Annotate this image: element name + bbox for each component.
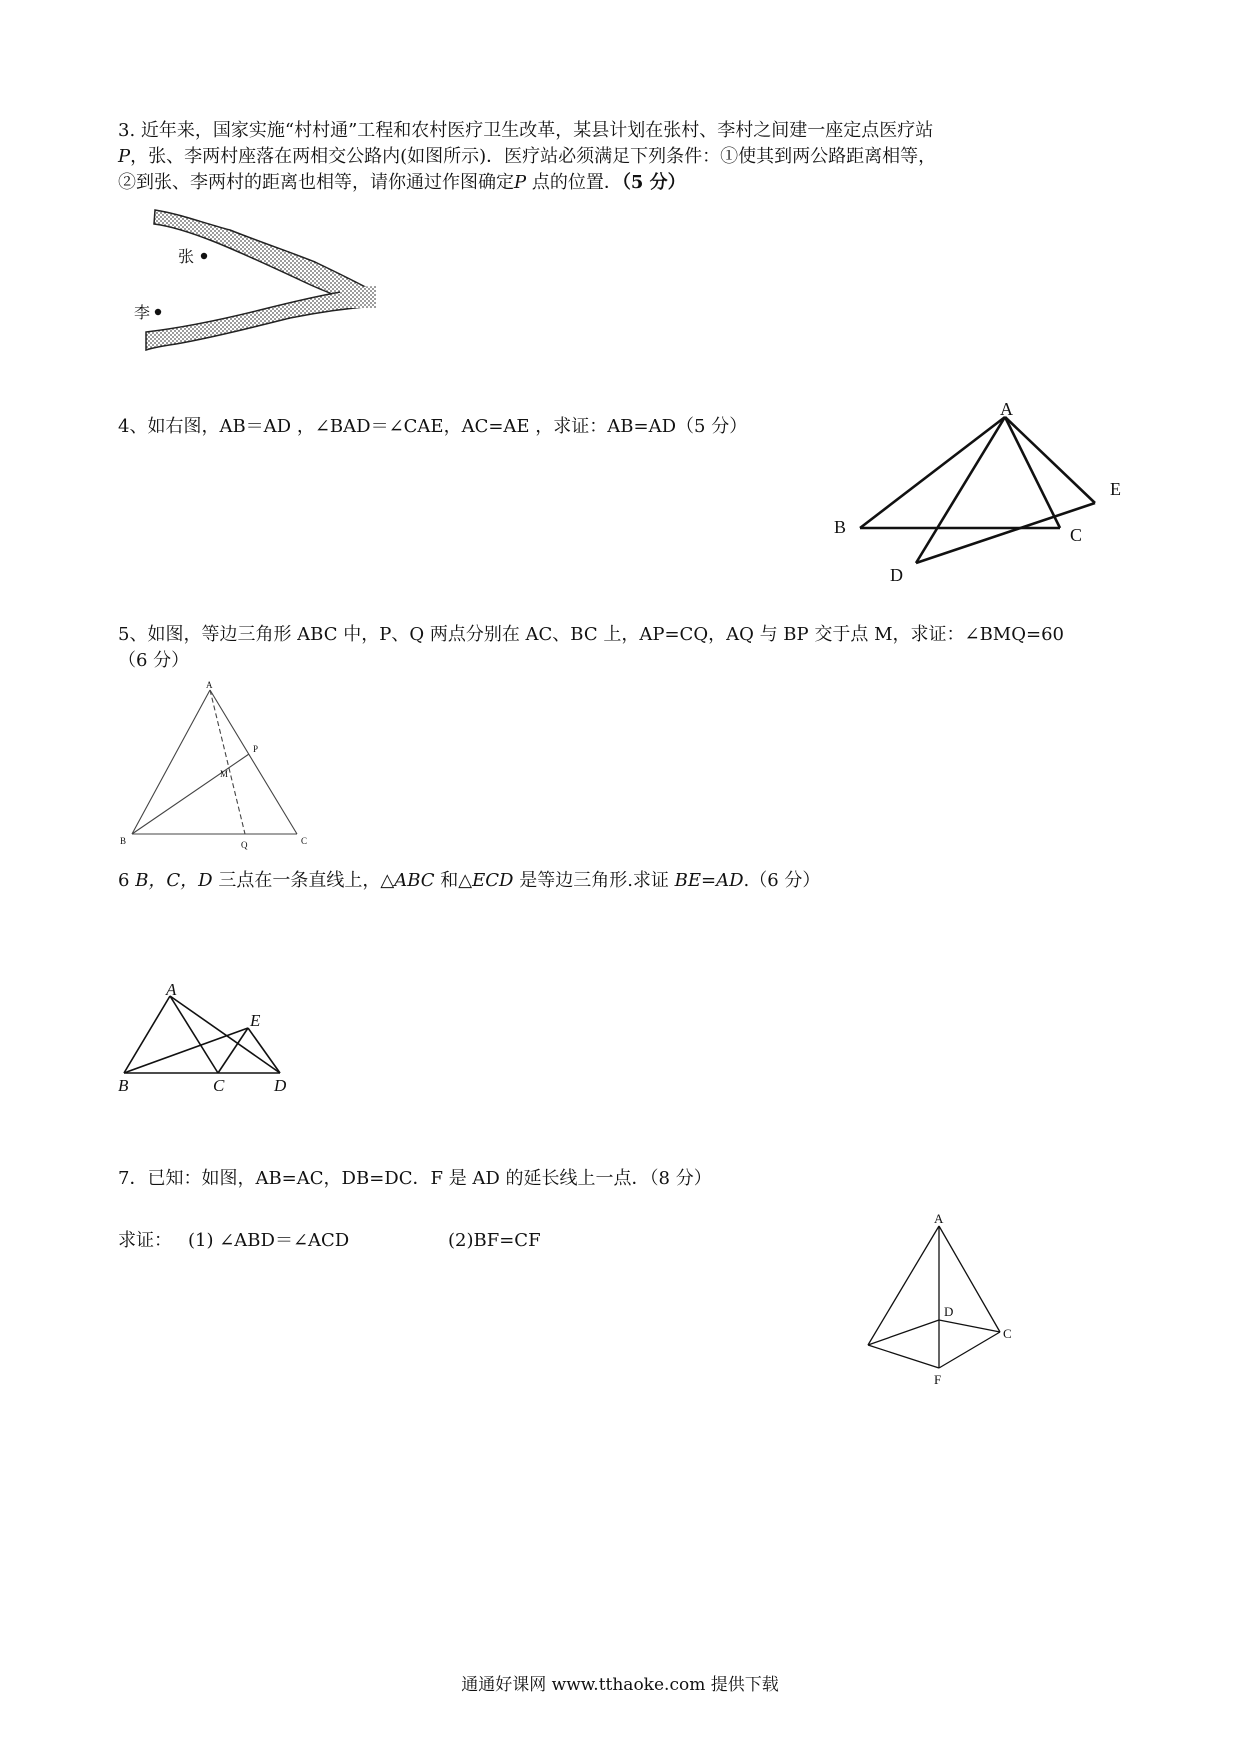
q6-label-d: D [274,1076,287,1095]
question-6 [118,868,820,894]
segment-dc [939,1320,1000,1332]
question-4: 4、如右图，AB＝AD ，∠BAD＝∠CAE，AC=AE ，求证：AB=AD（5 分） [118,416,748,437]
q6-points: B，C，D [135,870,213,891]
q5-label-p: P [253,744,259,754]
q4-figure [820,395,1140,595]
q4-label-d: D [890,565,903,585]
question-7-prove [118,1228,541,1254]
segment-bf [868,1345,939,1368]
label-li: 李 [134,305,151,322]
q4-label-b: B [834,517,847,537]
q5-label-b: B [120,836,127,846]
segment-ab [132,690,210,834]
q3-score: （5 分） [621,172,686,193]
segment-aq [210,690,245,834]
zhang-village-dot [201,253,207,259]
q5-label-q: Q [241,840,248,850]
q6-label-a: A [166,980,177,999]
q3-road-figure [134,200,390,360]
q5-label-m: M [220,769,229,779]
segment-ac [1005,417,1060,528]
segment-ab [124,996,170,1073]
q3-var-p1: P [118,146,131,167]
q3-line2-text: ，张、李两村座落在两相交公路内(如图所示)．医疗站必须满足下列条件：①使其到两公路距离相等， [130,146,937,167]
segment-ab [860,417,1005,528]
q5-score: （6 分） [118,650,190,671]
q5-figure [120,676,320,856]
segment-ed [248,1028,280,1073]
segment-ae [1005,417,1095,503]
segment-ce [218,1028,248,1073]
q6-triangle-ecd: △ECD [458,870,514,891]
q4-label-e: E [1110,479,1121,499]
q7-part-2: (2)BF=CF [448,1230,541,1251]
q6-equation: BE=AD [674,870,744,891]
q7-label-f: F [934,1372,942,1387]
segment-ac [170,996,218,1073]
q5-text: 5、如图，等边三角形 ABC 中，P、Q 两点分别在 AC、BC 上，AP=CQ，AQ 与 BP 交于点 M，求证：∠BMQ=60 [118,624,1064,645]
q6-label-e: E [250,1011,261,1030]
q4-label-c: C [1070,525,1083,545]
segment-bd [868,1320,939,1345]
q3-line1: 3. 近年来，国家实施“村村通”工程和农村医疗卫生改革，某县计划在张村、李村之间建一座定点医疗站 [118,120,934,141]
q6-score: .（6 分） [743,870,821,891]
q7-prove-label: 求证： [118,1230,172,1251]
road-junction [340,286,376,308]
q6-number: 6 [118,870,136,891]
q6-triangle-abc: △ABC [380,870,435,891]
q4-label-a: A [1000,399,1013,419]
q3-line2 [118,144,1128,170]
question-3 [118,118,1128,196]
q7-label-d: D [944,1304,954,1319]
q6-text-3: 是等边三角形.求证 [513,870,675,891]
q3-line3 [118,170,1128,196]
label-zhang: 张 [178,249,195,266]
segment-ac [210,690,297,834]
q6-text-1: 三点在一条直线上， [212,870,381,891]
q7-figure [860,1210,1020,1390]
q6-text-2: 和 [434,870,459,891]
segment-ab [868,1226,939,1345]
q3-line3-post: 点的位置． [526,172,622,193]
q7-label-a: A [934,1211,944,1226]
question-5 [118,622,1128,674]
q6-figure [110,980,300,1095]
li-village-dot [155,309,161,315]
q5-label-c: C [301,836,308,846]
q5-label-a: A [206,680,213,690]
segment-be [124,1028,248,1073]
question-7: 7．已知：如图，AB=AC，DB=DC．F 是 AD 的延长线上一点．（8 分） [118,1168,712,1189]
q6-label-c: C [213,1076,225,1095]
segment-ad [916,417,1005,563]
q6-label-b: B [118,1076,129,1095]
q7-part-1: (1) ∠ABD＝∠ACD [188,1230,350,1251]
segment-de [916,503,1095,563]
segment-bp [132,754,249,834]
segment-fc [939,1332,1000,1368]
page-footer: 通通好课网 www.tthaoke.com 提供下载 [461,1675,779,1695]
q3-var-p2: P [514,172,527,193]
q3-line3-pre: ②到张、李两村的距离也相等，请你通过作图确定 [118,172,514,193]
q7-label-c: C [1003,1326,1012,1341]
